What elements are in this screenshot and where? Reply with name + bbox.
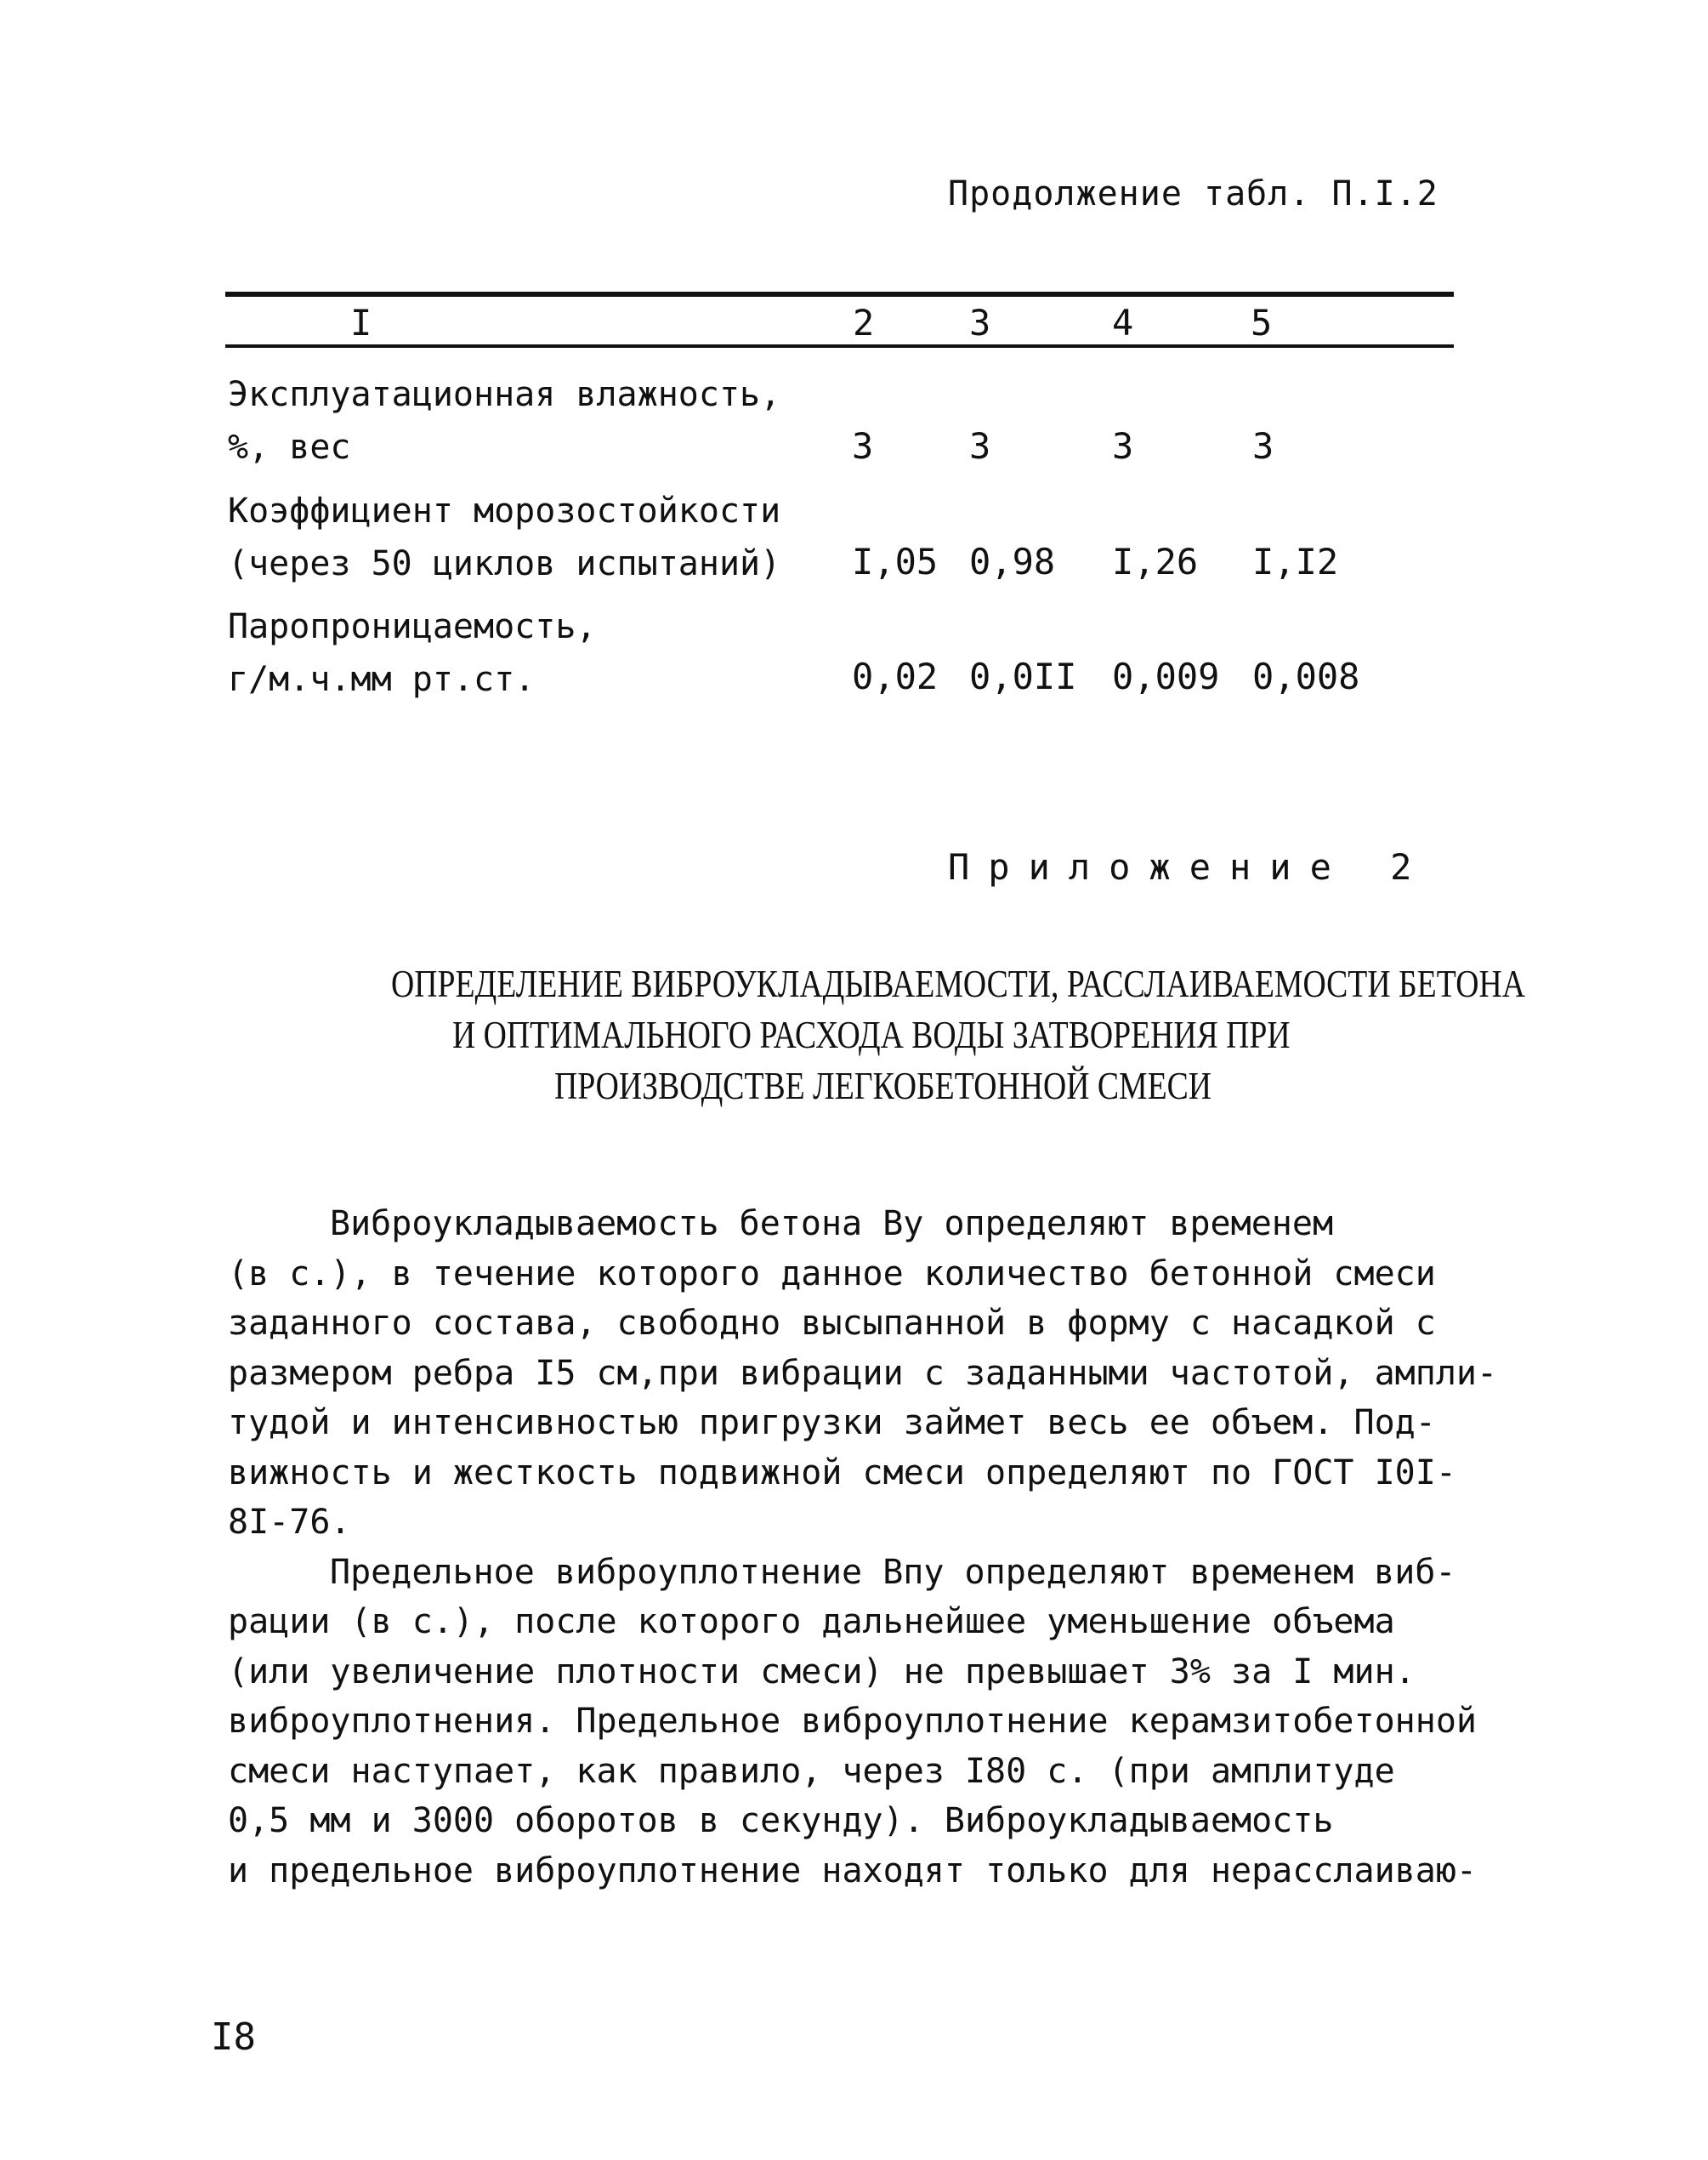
paragraph-1-line: вижность и жесткость подвижной смеси определяют по ГОСТ I0I- — [228, 1452, 1456, 1492]
table-cell: 0,009 — [1112, 656, 1220, 697]
table-column-header-3: 3 — [969, 302, 991, 344]
row-label-line: Эксплуатационная влажность, — [228, 375, 781, 414]
table-cell: 0,0II — [969, 656, 1077, 697]
table-cell: I,05 — [852, 541, 939, 583]
table-row-label — [228, 600, 596, 706]
table-cell: 0,98 — [969, 541, 1056, 583]
paragraph-1-line: размером ребра I5 см,при вибрации с заданными частотой, ампли- — [228, 1353, 1498, 1393]
table-cell: I,I2 — [1252, 541, 1339, 583]
paragraph-1-line: 8I-76. — [228, 1503, 351, 1542]
paragraph-1-line: (в с.), в течение которого данное количество бетонной смеси — [228, 1253, 1436, 1293]
table-cell: 3 — [969, 425, 991, 467]
table-column-header-2: 2 — [853, 302, 875, 344]
table-column-header-1: I — [350, 302, 372, 344]
appendix-label: Приложение 2 — [948, 846, 1431, 888]
table-cell: 3 — [852, 425, 874, 467]
paragraph-2-line: и предельное виброуплотнение находят только для нерасслаиваю- — [228, 1850, 1478, 1890]
table-cell: 3 — [1252, 425, 1274, 467]
table-cell: 0,008 — [1252, 656, 1360, 697]
table-cell: 3 — [1112, 425, 1134, 467]
table-row-label — [228, 485, 780, 590]
section-heading-line-2: И ОПТИМАЛЬНОГО РАСХОДА ВОДЫ ЗАТВОРЕНИЯ ПРИ — [452, 1013, 1291, 1056]
paragraph-1-line: тудой и интенсивностью пригрузки займет весь ее объем. Под- — [228, 1403, 1436, 1442]
table-row-label — [228, 368, 780, 474]
paragraph-2-line: смеси наступает, как правило, через I80 с. (при амплитуде — [228, 1751, 1395, 1791]
section-heading-line-3: ПРОИЗВОДСТВЕ ЛЕГКОБЕТОННОЙ СМЕСИ — [554, 1064, 1212, 1107]
paragraph-2-line: 0,5 мм и 3000 оборотов в секунду). Виброукладываемость — [228, 1801, 1334, 1840]
section-heading-line-1: ОПРЕДЕЛЕНИЕ ВИБРОУКЛАДЫВАЕМОСТИ, РАССЛАИВАЕМОСТИ БЕТОНА — [391, 962, 1525, 1005]
row-label-line: г/м.ч.мм рт.ст. — [228, 660, 536, 699]
paragraph-2-line: Предельное виброуплотнение Впу определяют временем виб- — [330, 1552, 1456, 1592]
paragraph-1-line: Виброукладываемость бетона Ву определяют временем — [330, 1204, 1334, 1243]
paragraph-2-line: рации (в с.), после которого дальнейшее уменьшение объема — [228, 1602, 1395, 1641]
row-label-line: (через 50 циклов испытаний) — [228, 544, 781, 583]
paragraph-1-line: заданного состава, свободно высыпанной в форму с насадкой с — [228, 1304, 1436, 1343]
table-column-header-5: 5 — [1251, 302, 1273, 344]
table-top-rule — [225, 292, 1454, 297]
paragraph-2-line: (или увеличение плотности смеси) не превышает 3% за I мин. — [228, 1651, 1416, 1691]
row-label-line: Паропроницаемость, — [228, 607, 597, 646]
row-label-line: Коэффициент морозостойкости — [228, 492, 781, 531]
page-number: I8 — [211, 2015, 256, 2059]
table-cell: I,26 — [1112, 541, 1199, 583]
table-cell: 0,02 — [852, 656, 939, 697]
paragraph-2-line: виброуплотнения. Предельное виброуплотнение керамзитобетонной — [228, 1702, 1478, 1741]
body-text — [228, 1199, 1498, 1896]
table-caption: Продолжение табл. П.I.2 — [948, 174, 1438, 213]
table-header-rule — [225, 344, 1454, 348]
table-column-header-4: 4 — [1112, 302, 1134, 344]
row-label-line: %, вес — [228, 428, 351, 467]
